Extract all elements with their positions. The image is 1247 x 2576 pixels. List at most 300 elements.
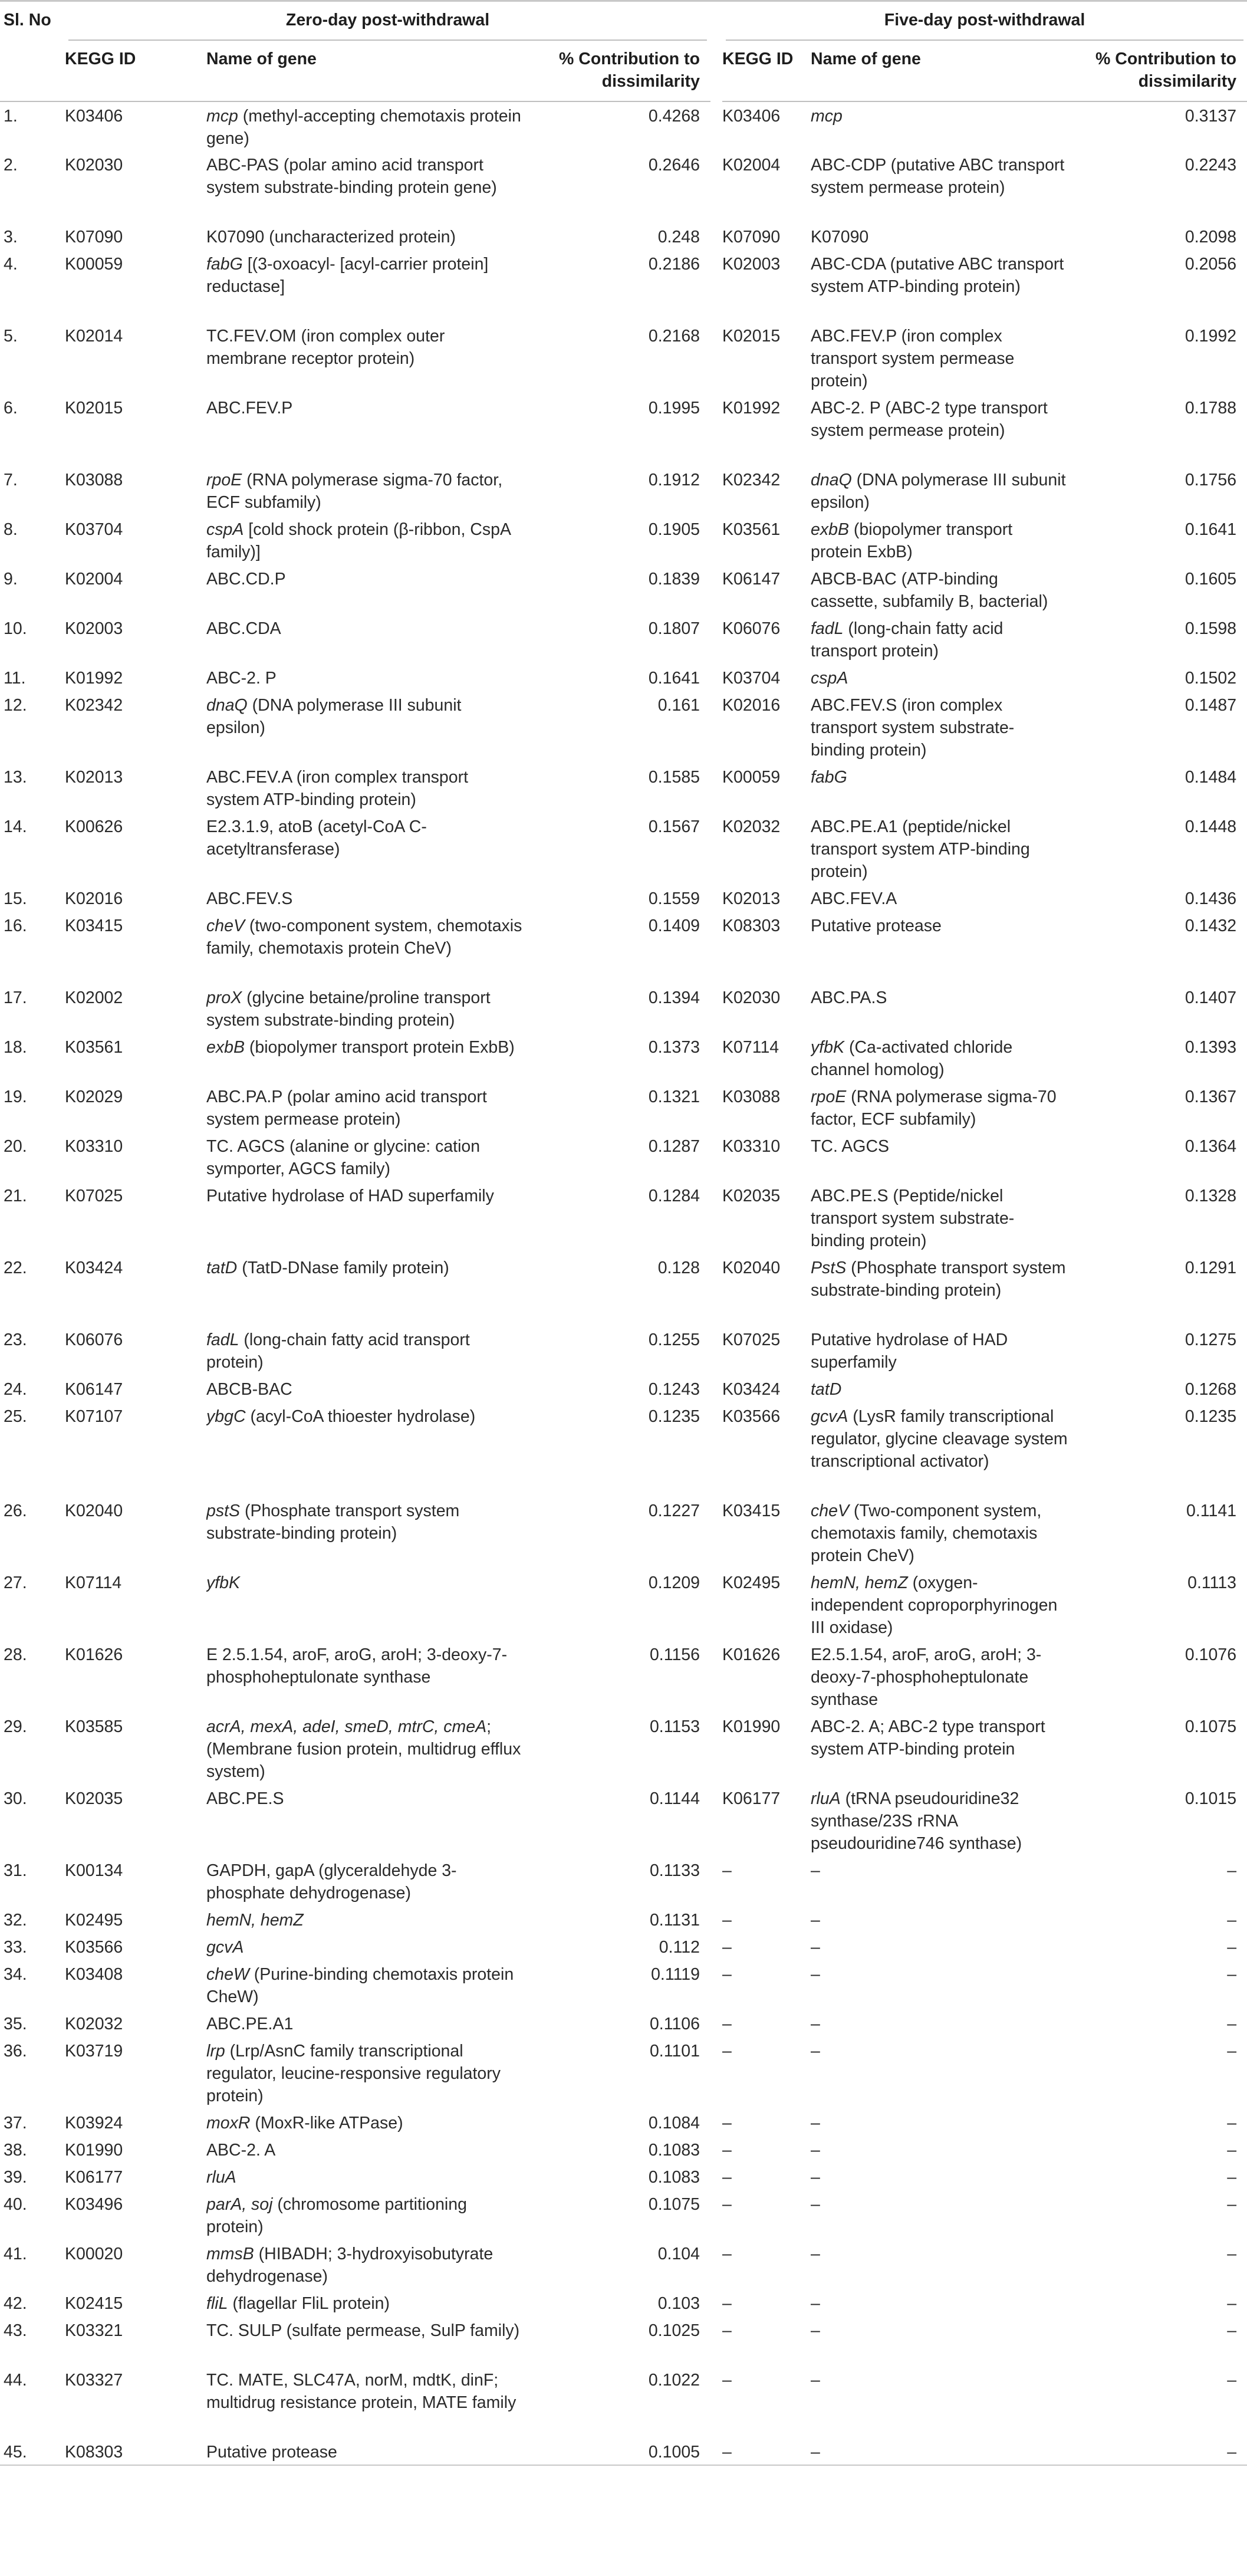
five-gene-name-cell <box>811 565 1082 615</box>
five-gene-italic: rluA <box>811 1789 841 1808</box>
sl-no-cell: 38. <box>4 2140 27 2160</box>
zero-gene-name-cell <box>206 2190 537 2240</box>
row-gap <box>710 1132 722 1182</box>
zero-kegg-id-cell: K03585 <box>65 1717 123 1736</box>
sl-no-cell: 13. <box>4 767 27 787</box>
zero-gene-text: (glycine betaine/proline transport system substrate-binding protein) <box>206 988 491 1030</box>
zero-contribution-cell: 0.1209 <box>648 1573 700 1592</box>
table-row-20 <box>0 1132 1247 1182</box>
zero-gene-italic: cheW <box>206 1964 249 1984</box>
row-gap <box>710 1713 722 1785</box>
five-gene-name-cell <box>811 1785 1082 1857</box>
zero-kegg-id-cell: K03088 <box>65 470 123 489</box>
five-kegg-id-cell: K02004 <box>722 155 781 175</box>
zero-kegg-id-cell: K06147 <box>65 1379 123 1399</box>
sl-no-cell: 7. <box>4 470 18 489</box>
zero-gene-text: E 2.5.1.54, aroF, aroG, aroH; 3-deoxy-7-phosphoheptulonate synthase <box>206 1645 508 1687</box>
five-kegg-id-cell: – <box>722 2244 732 2263</box>
zero-gene-name-cell <box>206 615 537 664</box>
five-gene-name-cell <box>811 1713 1082 1785</box>
five-contribution-cell: – <box>1227 1937 1237 1957</box>
five-gene-text: – <box>811 2140 820 2160</box>
zero-kegg-id-header: KEGG ID <box>65 45 206 101</box>
zero-gene-text: ABC-PAS (polar amino acid transport system substrate-binding protein gene) <box>206 155 497 197</box>
five-gene-text: (tRNA pseudouridine32 synthase/23S rRNA pseudouridine746 synthase) <box>811 1789 1022 1853</box>
zero-gene-italic: rpoE <box>206 470 242 489</box>
five-gene-name-cell <box>811 2438 1082 2465</box>
zero-kegg-id-cell: K02035 <box>65 1789 123 1808</box>
zero-kegg-id-cell: K03719 <box>65 2041 123 2061</box>
zero-gene-text: ABC.FEV.P <box>206 398 293 418</box>
zero-gene-name-cell <box>206 466 537 515</box>
five-gene-italic: tatD <box>811 1379 842 1399</box>
table-row-41 <box>0 2240 1247 2289</box>
zero-gene-text: K07090 (uncharacterized protein) <box>206 227 456 247</box>
zero-contribution-cell: 0.1106 <box>649 2014 700 2033</box>
zero-gene-name-cell <box>206 691 537 763</box>
zero-gene-italic: yfbK <box>206 1573 241 1592</box>
zero-kegg-id-cell: K02004 <box>65 569 123 589</box>
zero-gene-name-cell <box>206 2289 537 2317</box>
five-gene-name-cell <box>811 1375 1082 1402</box>
zero-contribution-cell: 0.2168 <box>648 326 700 346</box>
table-row-19 <box>0 1083 1247 1132</box>
table-row-23 <box>0 1326 1247 1375</box>
zero-kegg-id-cell: K03561 <box>65 1037 123 1057</box>
zero-contribution-cell: 0.1101 <box>649 2041 700 2061</box>
zero-gene-name-cell <box>206 322 537 394</box>
zero-gene-text: (Purine-binding chemotaxis protein CheW) <box>206 1964 514 2006</box>
zero-gene-text: [cold shock protein (β-ribbon, CspA family)] <box>206 520 511 561</box>
table-row-45 <box>0 2438 1247 2465</box>
column-gap <box>710 45 722 101</box>
sl-no-cell: 8. <box>4 520 18 539</box>
five-kegg-id-cell: – <box>722 1937 732 1957</box>
sl-no-cell: 12. <box>4 695 27 715</box>
zero-contribution-cell: 0.1995 <box>648 398 700 418</box>
five-gene-name-cell <box>811 813 1082 885</box>
zero-gene-name-cell <box>206 2163 537 2190</box>
five-gene-italic: cheV <box>811 1501 849 1520</box>
five-contribution-cell: 0.1015 <box>1185 1789 1237 1808</box>
five-gene-name-cell <box>811 1083 1082 1132</box>
sl-no-cell: 25. <box>4 1407 27 1426</box>
zero-gene-name-cell <box>206 2010 537 2037</box>
five-gene-name-cell <box>811 515 1082 565</box>
five-contribution-cell: – <box>1227 2140 1237 2160</box>
sl-no-cell: 21. <box>4 1186 27 1205</box>
five-kegg-id-cell: K02003 <box>722 254 781 274</box>
table-row-44 <box>0 2366 1247 2438</box>
sl-no-cell: 45. <box>0 2438 65 2465</box>
zero-gene-text: (flagellar FliL protein) <box>228 2294 390 2313</box>
table-row-11 <box>0 664 1247 691</box>
row-gap <box>710 1569 722 1641</box>
five-gene-text: (RNA polymerase sigma-70 factor, ECF subfamily) <box>811 1087 1057 1129</box>
zero-kegg-id-cell: K00134 <box>65 1861 123 1880</box>
zero-gene-italic: parA, soj <box>206 2194 273 2214</box>
five-gene-name-cell <box>811 2109 1082 2136</box>
five-kegg-id-cell: K02016 <box>722 695 781 715</box>
zero-contribution-cell: 0.1373 <box>648 1037 700 1057</box>
five-gene-name-cell <box>811 1326 1082 1375</box>
zero-contribution-cell: 0.2186 <box>648 254 700 274</box>
table-row-29 <box>0 1713 1247 1785</box>
zero-contribution-cell: 0.1839 <box>648 569 700 589</box>
five-contribution-cell: 0.2056 <box>1185 254 1237 274</box>
zero-kegg-id-cell: K03327 <box>65 2370 123 2390</box>
five-kegg-id-cell: K03415 <box>722 1501 781 1520</box>
five-gene-text: ABCB-BAC (ATP-binding cassette, subfamily B, bacterial) <box>811 569 1048 611</box>
sl-no-cell: 31. <box>4 1861 27 1880</box>
zero-gene-name-cell <box>206 1182 537 1254</box>
zero-kegg-id-cell: K02002 <box>65 988 123 1007</box>
five-gene-text: – <box>811 2194 820 2214</box>
zero-contribution-cell: 0.1083 <box>648 2140 700 2160</box>
zero-gene-text: ABC-2. P <box>206 668 277 688</box>
sl-no-cell: 35. <box>4 2014 27 2033</box>
five-contribution-cell: – <box>1082 2438 1247 2465</box>
sl-no-cell: 24. <box>4 1379 27 1399</box>
group-header-row <box>0 1 1247 45</box>
zero-gene-name-cell <box>206 1326 537 1375</box>
table-row-39 <box>0 2163 1247 2190</box>
row-gap <box>710 664 722 691</box>
five-kegg-id-cell: K02495 <box>722 1573 781 1592</box>
table-body <box>0 101 1247 2465</box>
five-gene-text: ABC.FEV.P (iron complex transport system permease protein) <box>811 326 1015 390</box>
row-gap <box>710 1906 722 1933</box>
five-gene-text: – <box>811 2167 820 2187</box>
zero-contribution-cell: 0.1912 <box>648 470 700 489</box>
five-contribution-cell: 0.1641 <box>1185 520 1237 539</box>
table-row-37 <box>0 2109 1247 2136</box>
five-gene-text: – <box>811 1861 820 1880</box>
five-gene-text: TC. AGCS <box>811 1136 890 1156</box>
five-contribution-cell: – <box>1227 2113 1237 2133</box>
five-contribution-cell: 0.1291 <box>1185 1258 1237 1277</box>
zero-gene-italic: fadL <box>206 1330 239 1349</box>
five-kegg-id-cell: – <box>722 2167 732 2187</box>
table-row-8 <box>0 515 1247 565</box>
zero-contribution-cell: 0.1641 <box>648 668 700 688</box>
zero-gene-italic: moxR <box>206 2113 251 2133</box>
row-gap <box>710 1785 722 1857</box>
five-day-group-label: Five-day post-withdrawal <box>726 9 1243 41</box>
five-gene-text: Putative hydrolase of HAD superfamily <box>811 1330 1008 1372</box>
zero-kegg-id-cell: K02015 <box>65 398 123 418</box>
zero-contribution-cell: 0.104 <box>657 2244 700 2263</box>
five-contribution-cell: – <box>1227 2321 1237 2340</box>
five-contribution-cell: 0.1141 <box>1186 1501 1237 1520</box>
table-row-42 <box>0 2289 1247 2317</box>
five-gene-name-cell <box>811 2240 1082 2289</box>
five-kegg-id-cell: K03310 <box>722 1136 781 1156</box>
five-gene-text: – <box>811 2442 820 2462</box>
five-contribution-cell: – <box>1227 1910 1237 1930</box>
five-contribution-cell: 0.1484 <box>1185 767 1237 787</box>
row-gap <box>710 2136 722 2163</box>
sl-no-cell: 9. <box>4 569 18 589</box>
zero-gene-text: ABCB-BAC <box>206 1379 292 1399</box>
zero-contribution-cell: 0.1243 <box>648 1379 700 1399</box>
zero-gene-text: ABC.PA.P (polar amino acid transport system permease protein) <box>206 1087 487 1129</box>
row-gap <box>710 691 722 763</box>
zero-gene-text: TC. AGCS (alanine or glycine: cation symporter, AGCS family) <box>206 1136 481 1178</box>
row-gap <box>710 223 722 250</box>
zero-gene-text: Putative protease <box>206 2442 337 2462</box>
five-gene-name-cell <box>811 1857 1082 1906</box>
zero-gene-text: GAPDH, gapA (glyceraldehyde 3-phosphate dehydrogenase) <box>206 1861 457 1903</box>
five-gene-text: ABC-CDA (putative ABC transport system ATP-binding protein) <box>811 254 1064 296</box>
five-gene-text: (Ca-activated chloride channel homolog) <box>811 1037 1013 1079</box>
zero-gene-name-cell <box>206 2109 537 2136</box>
zero-gene-name-cell <box>206 1497 537 1569</box>
zero-gene-text: (methyl-accepting chemotaxis protein gene) <box>206 106 521 148</box>
five-gene-name-cell <box>811 1641 1082 1713</box>
table-row-18 <box>0 1033 1247 1083</box>
five-gene-name-cell <box>811 1569 1082 1641</box>
five-kegg-id-cell: K02013 <box>722 889 781 908</box>
zero-gene-italic: ybgC <box>206 1407 246 1426</box>
zero-gene-name-cell <box>206 1960 537 2010</box>
zero-kegg-id-cell: K03496 <box>65 2194 123 2214</box>
sl-no-cell: 34. <box>4 1964 27 1984</box>
five-kegg-id-cell: – <box>722 2014 732 2033</box>
five-gene-italic: PstS <box>811 1258 847 1277</box>
table-row-21 <box>0 1182 1247 1254</box>
five-gene-text: ABC-2. P (ABC-2 type transport system permease protein) <box>811 398 1048 440</box>
zero-gene-name-cell <box>206 565 537 615</box>
table-row-25 <box>0 1402 1247 1497</box>
five-gene-name-cell <box>811 2289 1082 2317</box>
five-contribution-cell: – <box>1227 1964 1237 1984</box>
zero-contribution-cell: 0.1559 <box>648 889 700 908</box>
five-gene-text: – <box>811 2113 820 2133</box>
table-row-27 <box>0 1569 1247 1641</box>
zero-gene-name-cell <box>206 223 537 250</box>
sl-no-cell: 18. <box>4 1037 27 1057</box>
zero-kegg-id-cell: K03924 <box>65 2113 123 2133</box>
five-kegg-id-cell: – <box>722 1861 732 1880</box>
row-gap <box>710 763 722 813</box>
five-gene-name-cell <box>811 466 1082 515</box>
five-kegg-id-cell: K00059 <box>722 767 781 787</box>
five-gene-name-cell <box>811 1933 1082 1960</box>
five-kegg-id-cell: K07114 <box>722 1037 779 1057</box>
five-kegg-id-cell: – <box>722 2041 732 2061</box>
zero-contribution-cell: 0.1131 <box>649 1910 700 1930</box>
five-contribution-cell: 0.1235 <box>1185 1407 1237 1426</box>
zero-contribution-cell: 0.1227 <box>648 1501 700 1520</box>
table-row-32 <box>0 1906 1247 1933</box>
sl-no-cell: 33. <box>4 1937 27 1957</box>
zero-kegg-id-cell: K02415 <box>65 2294 123 2313</box>
five-gene-name-header: Name of gene <box>811 45 1082 101</box>
table-row-31 <box>0 1857 1247 1906</box>
row-gap <box>710 394 722 466</box>
five-gene-name-cell <box>811 885 1082 912</box>
five-kegg-id-cell: – <box>722 2194 732 2214</box>
sl-no-cell: 28. <box>4 1645 27 1664</box>
zero-gene-italic: mcp <box>206 106 238 126</box>
zero-kegg-id-cell: K00059 <box>65 254 123 274</box>
row-gap <box>710 1641 722 1713</box>
zero-gene-italic: gcvA <box>206 1937 244 1957</box>
sl-no-cell: 1. <box>4 106 18 126</box>
sl-no-header: Sl. No <box>0 1 65 45</box>
five-gene-text: – <box>811 2014 820 2033</box>
table-row-7 <box>0 466 1247 515</box>
five-gene-italic: cspA <box>811 668 848 688</box>
five-kegg-id-cell: K03704 <box>722 668 781 688</box>
five-gene-text: ABC.FEV.A <box>811 889 897 908</box>
table-row-43 <box>0 2317 1247 2366</box>
row-gap <box>710 2037 722 2109</box>
row-gap <box>710 885 722 912</box>
zero-contribution-cell: 0.1394 <box>648 988 700 1007</box>
sl-no-cell: 41. <box>4 2244 27 2263</box>
five-gene-italic: yfbK <box>811 1037 845 1057</box>
zero-gene-italic: rluA <box>206 2167 236 2187</box>
zero-gene-name-cell <box>206 250 537 322</box>
five-gene-italic: rpoE <box>811 1087 847 1106</box>
zero-gene-name-cell <box>206 1033 537 1083</box>
zero-kegg-id-cell: K07107 <box>65 1407 123 1426</box>
zero-gene-text: (two-component system, chemotaxis family, chemotaxis protein CheV) <box>206 916 522 958</box>
sl-no-cell: 39. <box>4 2167 27 2187</box>
five-contribution-cell: 0.2098 <box>1185 227 1237 247</box>
five-kegg-id-cell: K02035 <box>722 1186 781 1205</box>
zero-gene-text: (biopolymer transport protein ExbB) <box>244 1037 515 1057</box>
zero-kegg-id-cell: K07090 <box>65 227 123 247</box>
zero-gene-name-cell <box>206 394 537 466</box>
five-contribution-cell: 0.1605 <box>1185 569 1237 589</box>
five-kegg-id-cell: K03566 <box>722 1407 781 1426</box>
row-gap <box>710 1933 722 1960</box>
row-gap <box>710 151 722 223</box>
zero-kegg-id-cell: K03704 <box>65 520 123 539</box>
five-gene-italic: exbB <box>811 520 849 539</box>
zero-contribution-cell: 0.2646 <box>648 155 700 175</box>
zero-kegg-id-cell: K06177 <box>65 2167 123 2187</box>
zero-gene-name-cell <box>206 763 537 813</box>
zero-gene-italic: fabG <box>206 254 243 274</box>
five-contribution-cell: 0.1788 <box>1185 398 1237 418</box>
zero-contribution-cell: 0.1119 <box>651 1964 700 1984</box>
zero-gene-text: TC.FEV.OM (iron complex outer membrane receptor protein) <box>206 326 445 368</box>
zero-gene-name-cell <box>206 984 537 1033</box>
row-gap <box>710 912 722 984</box>
zero-gene-text: ABC.CD.P <box>206 569 286 589</box>
five-contribution-cell: 0.1113 <box>1187 1573 1237 1592</box>
table-row-17 <box>0 984 1247 1033</box>
zero-contribution-cell: 0.112 <box>659 1937 700 1957</box>
five-kegg-id-cell: K01992 <box>722 398 781 418</box>
five-gene-text: ABC.PE.A1 (peptide/nickel transport system ATP-binding protein) <box>811 817 1030 881</box>
table-row-34 <box>0 1960 1247 2010</box>
five-gene-text: (DNA polymerase III subunit epsilon) <box>811 470 1066 512</box>
zero-contribution-cell: 0.248 <box>657 227 700 247</box>
five-gene-italic: fadL <box>811 619 844 638</box>
zero-gene-text: ABC.FEV.A (iron complex transport system ATP-binding protein) <box>206 767 469 809</box>
five-gene-name-cell <box>811 1182 1082 1254</box>
five-gene-text: E2.5.1.54, aroF, aroG, aroH; 3-deoxy-7-phosphoheptulonate synthase <box>811 1645 1042 1709</box>
zero-kegg-id-cell: K02016 <box>65 889 123 908</box>
five-gene-name-cell <box>811 1402 1082 1497</box>
zero-contribution-cell: 0.1075 <box>648 2194 700 2214</box>
sl-no-cell: 40. <box>4 2194 27 2214</box>
five-kegg-id-cell: K01626 <box>722 1645 781 1664</box>
row-gap <box>710 1960 722 2010</box>
zero-gene-name-cell <box>206 151 537 223</box>
row-gap <box>710 984 722 1033</box>
five-contribution-cell: – <box>1227 2194 1237 2214</box>
row-gap <box>710 101 722 151</box>
zero-gene-italic: pstS <box>206 1501 241 1520</box>
zero-contribution-cell: 0.1235 <box>648 1407 700 1426</box>
zero-gene-text: (MoxR-like ATPase) <box>250 2113 403 2133</box>
five-kegg-id-cell: K08303 <box>722 916 781 935</box>
table-row-16 <box>0 912 1247 984</box>
zero-contribution-cell: 0.1153 <box>649 1717 700 1736</box>
five-gene-name-cell <box>811 2136 1082 2163</box>
five-gene-name-cell <box>811 2037 1082 2109</box>
zero-gene-text: TC. MATE, SLC47A, norM, mdtK, dinF; multidrug resistance protein, MATE family <box>206 2370 516 2412</box>
table-row-10 <box>0 615 1247 664</box>
sl-no-cell: 11. <box>4 668 26 688</box>
zero-kegg-id-cell: K07114 <box>65 1573 122 1592</box>
five-gene-text: – <box>811 2370 820 2390</box>
zero-gene-name-cell <box>206 2240 537 2289</box>
row-gap <box>710 565 722 615</box>
five-gene-text: – <box>811 1910 820 1930</box>
zero-gene-text: (Phosphate transport system substrate-binding protein) <box>206 1501 460 1543</box>
zero-gene-name-cell <box>206 1083 537 1132</box>
sl-no-cell: 43. <box>4 2321 27 2340</box>
five-gene-text: (Phosphate transport system substrate-binding protein) <box>811 1258 1066 1300</box>
five-gene-text: – <box>811 2321 820 2340</box>
five-contribution-cell: – <box>1227 2244 1237 2263</box>
zero-contribution-cell: 0.1255 <box>648 1330 700 1349</box>
five-gene-italic: dnaQ <box>811 470 852 489</box>
five-gene-text: ABC.FEV.S (iron complex transport system substrate-binding protein) <box>811 695 1015 760</box>
sl-no-cell: 10. <box>4 619 27 638</box>
five-gene-text: (long-chain fatty acid transport protein) <box>811 619 1003 661</box>
zero-kegg-id-cell: K02013 <box>65 767 123 787</box>
row-gap <box>710 1182 722 1254</box>
sl-no-cell: 3. <box>4 227 18 247</box>
sl-no-cell: 16. <box>4 916 27 935</box>
table-row-22 <box>0 1254 1247 1326</box>
sl-no-cell: 6. <box>4 398 18 418</box>
zero-gene-name-cell <box>206 1569 537 1641</box>
zero-gene-text: (long-chain fatty acid transport protein) <box>206 1330 470 1372</box>
row-gap <box>710 2366 722 2438</box>
table-row-6 <box>0 394 1247 466</box>
zero-contribution-cell: 0.1156 <box>649 1645 700 1664</box>
five-gene-italic: fabG <box>811 767 847 787</box>
five-gene-name-cell <box>811 615 1082 664</box>
five-gene-text: (Two-component system, chemotaxis family, chemotaxis protein CheV) <box>811 1501 1042 1565</box>
zero-gene-name-cell <box>206 885 537 912</box>
table-row-13 <box>0 763 1247 813</box>
sl-no-cell: 29. <box>4 1717 27 1736</box>
five-contribution-cell: 0.1275 <box>1185 1330 1237 1349</box>
five-kegg-id-cell: K03406 <box>722 106 781 126</box>
five-kegg-id-cell: K02040 <box>722 1258 781 1277</box>
table-row-14 <box>0 813 1247 885</box>
